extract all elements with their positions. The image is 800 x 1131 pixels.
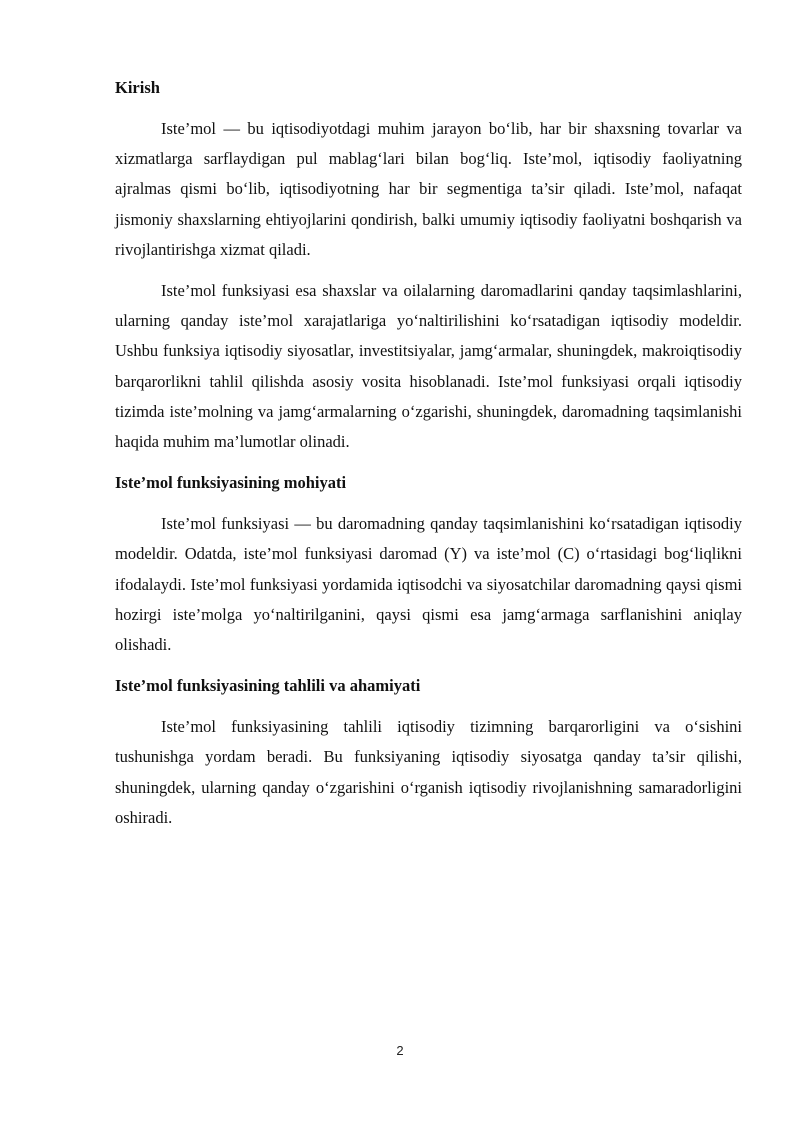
paragraph: Iste’mol funksiyasi esa shaxslar va oilalarning daromadlarini qanday taqsimlashlarini, ularning qanday iste’mol xarajatlariga yo‘naltirilishini ko‘rsatadigan iqtisodiy modeldir. Ushbu funksiya iqtisodiy siyosatlar, investitsiyalar, jamg‘armalar, shuningdek, makroiqtisodiy barqarorlikni tahlil qilishda asosiy vosita hisoblanadi. Iste’mol funksiyasi orqali iqtisodiy tizimda iste’molning va jamg‘armalarning o‘zgarishi, shuningdek, daromadning taqsimlanishi haqida muhim ma’lumotlar olinadi.: [115, 281, 742, 452]
section-heading-tahlili: Iste’mol funksiyasining tahlili va ahamiyati: [115, 676, 421, 696]
page-number: 2: [396, 1043, 404, 1058]
section-heading-kirish: Kirish: [115, 78, 160, 97]
paragraph: Iste’mol — bu iqtisodiyotdagi muhim jarayon bo‘lib, har bir shaxsning tovarlar va xizmatlarga sarflaydigan pul mablag‘lari bilan bog‘liq. Iste’mol, iqtisodiy faoliyatning ajralmas qismi bo‘lib, iqtisodiyotning har bir segmentiga ta’sir qiladi. Iste’mol, nafaqat jismoniy shaxslarning ehtiyojlarini qondirish, balki umumiy iqtisodiy faoliyatni boshqarish va rivojlantirishga xizmat qiladi.: [115, 119, 742, 259]
document-page: [115, 73, 742, 833]
paragraph: Iste’mol funksiyasining tahlili iqtisodiy tizimning barqarorligini va o‘sishini tushunishga yordam beradi. Bu funksiyaning iqtisodiy siyosatga qanday ta’sir qilishi, shuningdek, ularning qanday o‘zgarishini o‘rganish iqtisodiy rivojlanishning samaradorligini oshiradi.: [115, 717, 742, 827]
section-heading-mohiyati: Iste’mol funksiyasining mohiyati: [115, 473, 347, 493]
paragraph: Iste’mol funksiyasi — bu daromadning qanday taqsimlanishini ko‘rsatadigan iqtisodiy modeldir. Odatda, iste’mol funksiyasi daromad (Y) va iste’mol (C) o‘rtasidagi bog‘liqlikni ifodalaydi. Iste’mol funksiyasi yordamida iqtisodchi va siyosatchilar daromadning qaysi qismi hozirgi iste’molga yo‘naltirilganini, qaysi qismi esa jamg‘armaga sarflanishini aniqlay olishadi.: [115, 514, 742, 655]
